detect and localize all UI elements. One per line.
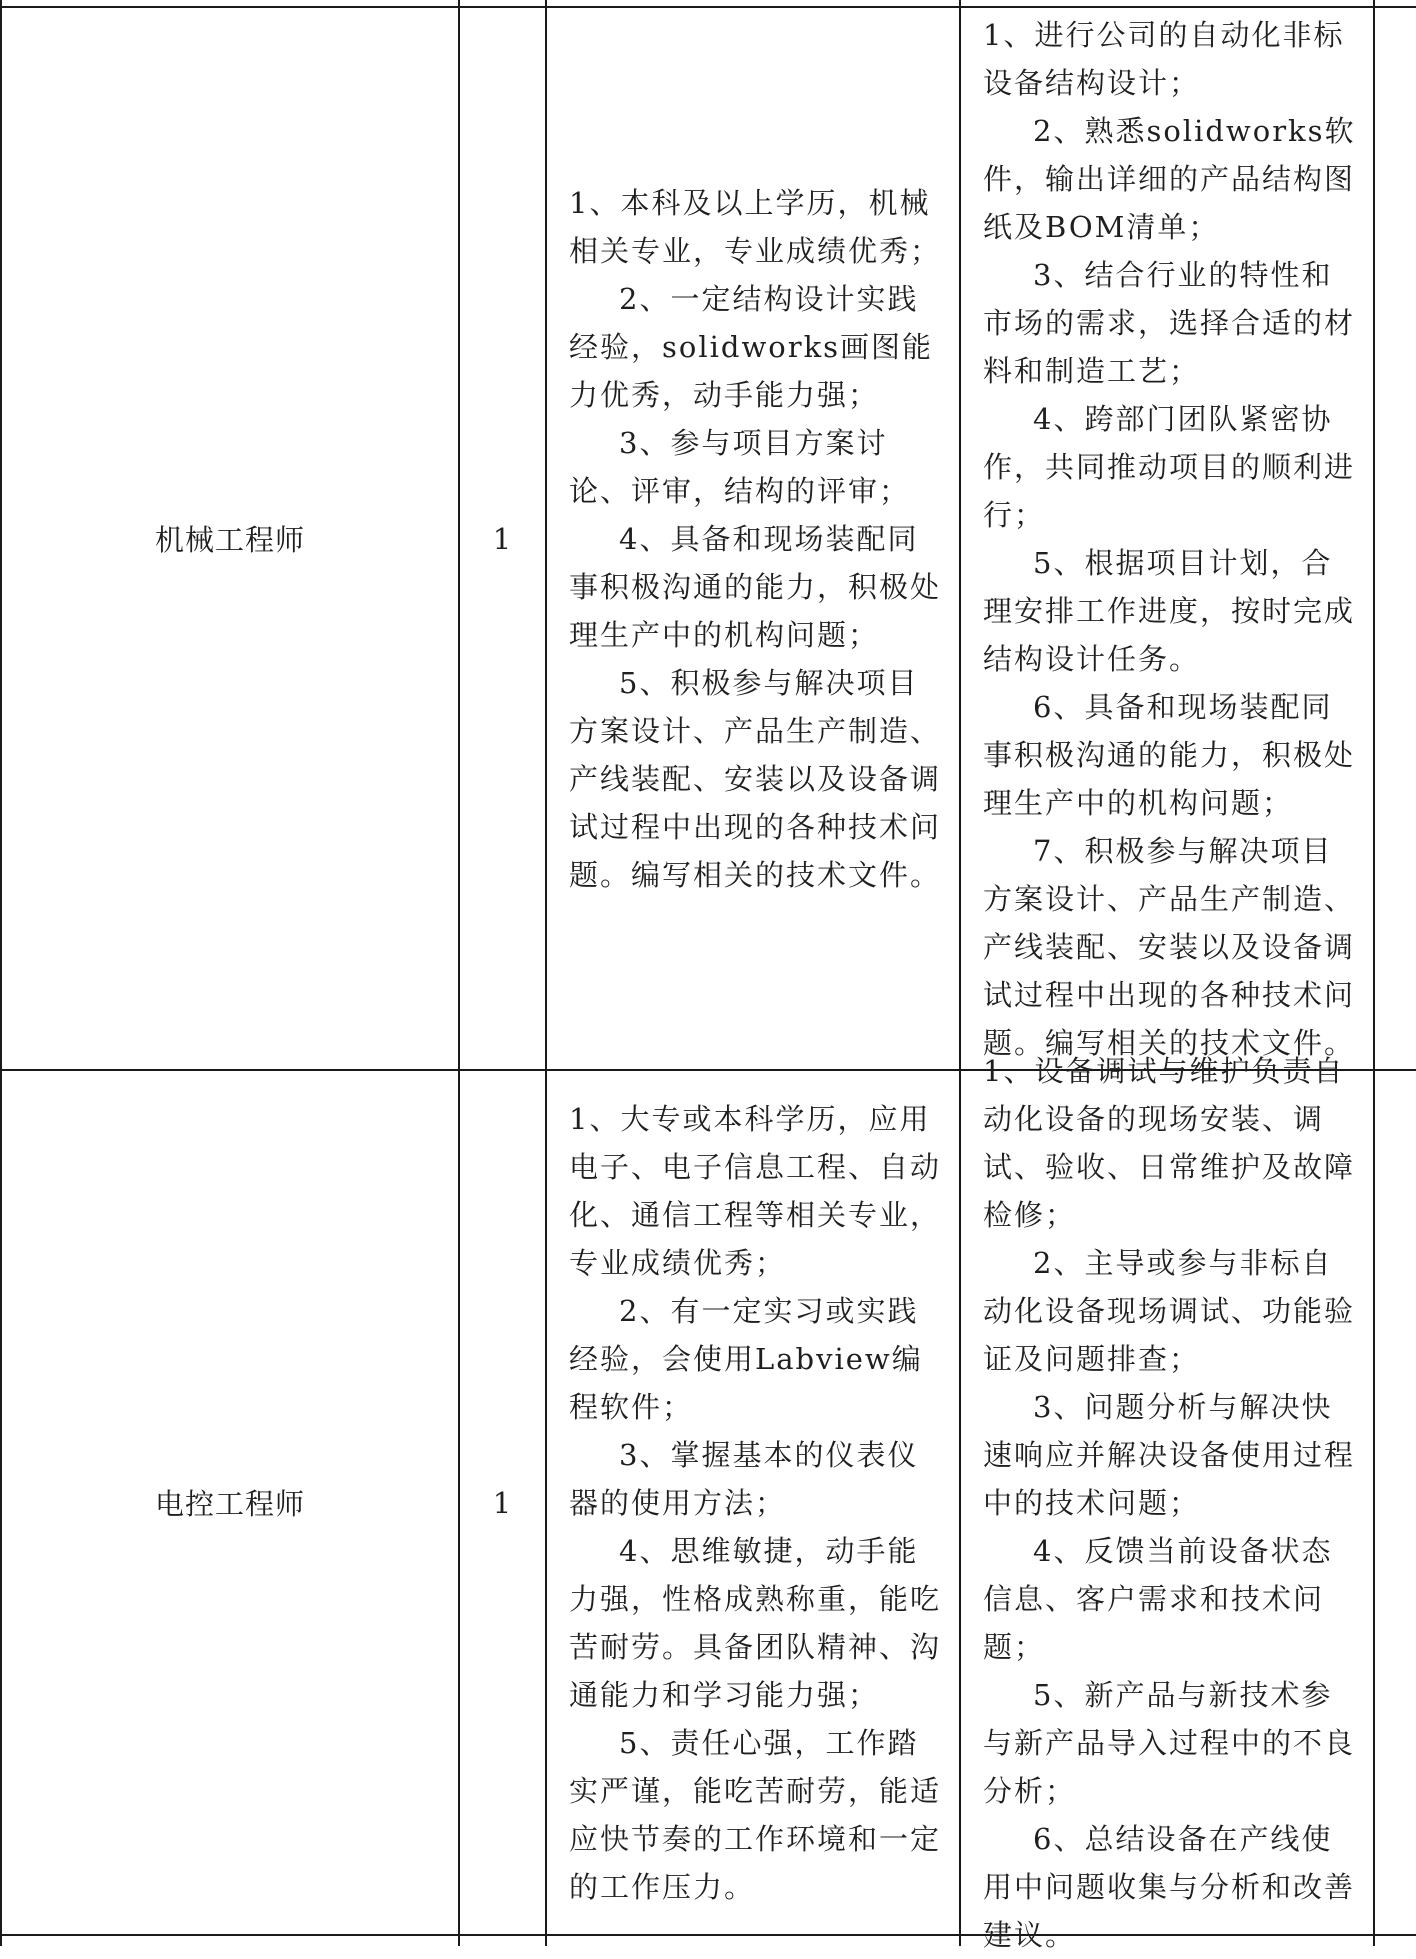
table-cell-count <box>460 8 545 1069</box>
requirement-item: 5、责任心强，工作踏实严谨，能吃苦耐劳，能适应快节奏的工作环境和一定的工作压力。 <box>569 1725 942 1904</box>
duty-item: 3、结合行业的特性和市场的需求，选择合适的材料和制造工艺； <box>983 257 1356 388</box>
position-title: 电控工程师 <box>154 1487 305 1521</box>
duty-item: 4、反馈当前设备状态信息、客户需求和技术问题； <box>983 1533 1333 1664</box>
duty-item: 1、进行公司的自动化非标设备结构设计； <box>983 17 1345 100</box>
requirement-item: 4、具备和现场装配同事积极沟通的能力，积极处理生产中的机构问题； <box>569 521 942 652</box>
duty-item: 2、熟悉solidworks软件，输出详细的产品结构图纸及BOM清单； <box>983 113 1356 244</box>
duty-item: 5、新产品与新技术参与新产品导入过程中的不良分析； <box>983 1677 1356 1808</box>
requirement-item: 3、参与项目方案讨论、评审，结构的评审； <box>569 425 911 508</box>
duty-item: 7、积极参与解决项目方案设计、产品生产制造、产线装配、安装以及设备调试过程中出现的各种技术问题。编写相关的技术文件。 <box>983 833 1356 1060</box>
duty-item: 4、跨部门团队紧密协作，共同推动项目的顺利进行； <box>983 401 1356 532</box>
table-cell-position <box>2 1071 458 1934</box>
duty-item: 5、根据项目计划，合理安排工作进度，按时完成结构设计任务。 <box>983 545 1356 676</box>
duty-item: 6、具备和现场装配同事积极沟通的能力，积极处理生产中的机构问题； <box>983 689 1356 820</box>
position-title: 机械工程师 <box>154 523 305 557</box>
duty-item: 6、总结设备在产线使用中问题收集与分析和改善建议。 <box>983 1821 1356 1952</box>
table-cell-duties <box>961 1053 1373 1952</box>
table-border-right <box>1373 0 1375 1946</box>
requirement-item: 3、掌握基本的仪表仪器的使用方法； <box>569 1437 919 1520</box>
table-cell-duties <box>961 8 1373 1069</box>
headcount-value: 1 <box>492 1485 513 1520</box>
table-cell-position <box>2 8 458 1069</box>
requirement-item: 2、有一定实习或实践经验，会使用Labview编程软件； <box>569 1293 923 1424</box>
headcount-value: 1 <box>492 521 513 556</box>
table-cell-requirements <box>547 8 959 1069</box>
requirement-item: 4、思维敏捷，动手能力强，性格成熟称重，能吃苦耐劳。具备团队精神、沟通能力和学习能力强； <box>569 1533 942 1712</box>
requirement-item: 2、一定结构设计实践经验，solidworks画图能力优秀，动手能力强； <box>569 281 934 412</box>
requirement-item: 5、积极参与解决项目方案设计、产品生产制造、产线装配、安装以及设备调试过程中出现的各种技术问题。编写相关的技术文件。 <box>569 665 942 892</box>
requirement-item: 1、大专或本科学历，应用电子、电子信息工程、自动化、通信工程等相关专业，专业成绩优秀； <box>569 1101 942 1280</box>
table-cell-requirements <box>547 1071 959 1934</box>
duty-item: 3、问题分析与解决快速响应并解决设备使用过程中的技术问题； <box>983 1389 1356 1520</box>
duty-item: 1、设备调试与维护负责自动化设备的现场安装、调试、验收、日常维护及故障检修； <box>983 1053 1356 1232</box>
duty-item: 2、主导或参与非标自动化设备现场调试、功能验证及问题排查； <box>983 1245 1356 1376</box>
requirement-item: 1、本科及以上学历，机械相关专业，专业成绩优秀； <box>569 185 942 268</box>
table-cell-count <box>460 1071 545 1934</box>
